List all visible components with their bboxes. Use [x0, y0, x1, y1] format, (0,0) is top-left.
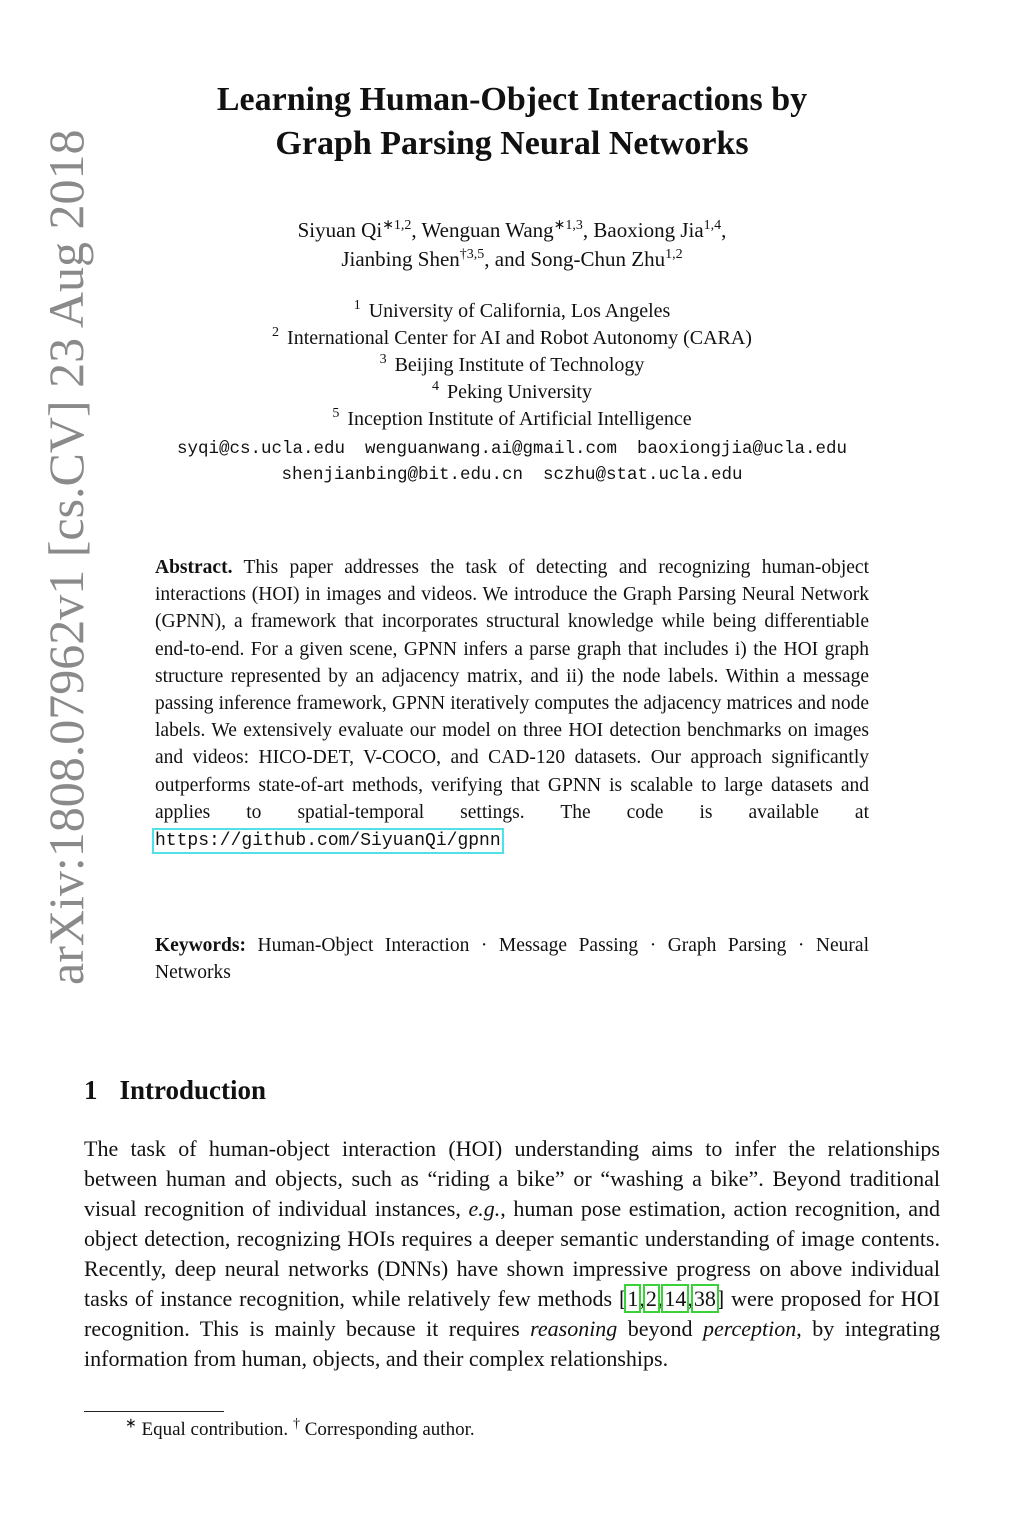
affiliation-name: Inception Institute of Artificial Intelligence	[347, 408, 692, 430]
email-address: shenjianbing@bit.edu.cn	[281, 465, 523, 485]
affiliation-name: Beijing Institute of Technology	[394, 354, 645, 376]
author-affil-mark: ∗1,2	[382, 218, 412, 233]
footnote-mark: ∗	[125, 1416, 137, 1432]
email-line-1	[80, 436, 944, 462]
intro-text: , by integrating information from human, objects, and their complex relationships.	[84, 1316, 941, 1371]
affiliation-number: 5	[332, 406, 340, 422]
arxiv-stamp	[30, 0, 102, 1000]
citation-link[interactable]: 1	[627, 1286, 639, 1311]
affiliation-name: Peking University	[447, 381, 592, 403]
affiliation	[120, 379, 904, 406]
author-affil-mark: ∗1,3	[553, 218, 583, 233]
author-list	[120, 216, 904, 274]
abstract-text: This paper addresses the task of detecting and recognizing human-object interactions (HOI) in images and videos. We introduce the Graph Parsing Neural Network (GPNN), a framework that incorporates structural knowledge while being differentiable end-to-end. For a given scene, GPNN infers a parse graph that includes i) the HOI graph structure represented by an adjacency matrix, and ii) the node labels. Within a message passing inference framework, GPNN iteratively computes the adjacency matrices and node labels. We extensively evaluate our model on three HOI detection benchmarks on images and videos: HICO-DET, V-COCO, and CAD-120 datasets. Our approach significantly outperforms state-of-art methods, verifying that GPNN is scalable to large datasets and applies to spatial-temporal settings. The code is available at	[155, 557, 869, 823]
footnote	[125, 1416, 475, 1444]
footnote-text: Corresponding author.	[299, 1419, 475, 1440]
email-address: baoxiongjia@ucla.edu	[637, 439, 848, 459]
author-name: Jianbing Shen	[341, 247, 460, 271]
email-address: sczhu@stat.ucla.edu	[543, 465, 743, 485]
intro-text: The task of human-object interaction (HOI) understanding aims to infer the relationships between human and objects, such as “riding a bike” or “washing a bike”. Beyond traditional visual recognition of individual instances,	[84, 1136, 940, 1221]
affiliation	[120, 325, 904, 352]
paper-title	[120, 78, 904, 166]
citation-link[interactable]: 2	[645, 1286, 657, 1311]
abstract-label: Abstract.	[155, 557, 233, 578]
code-link[interactable]: https://github.com/SiyuanQi/gpnn	[155, 831, 501, 852]
email-list	[80, 436, 944, 488]
affiliation-number: 4	[432, 379, 439, 395]
intro-paragraph: The task of human-object interaction (HOI) understanding aims to infer the relationships between human and objects, such as “riding a bike” or “washing a bike”. Beyond traditional visual recognition of individual instances, e.g., human pose estimation, action recognition, and object detection, recognizing HOIs requires a deeper semantic understanding of image contents. Recently, deep neural networks (DNNs) have shown impressive progress on above individual tasks of instance recognition, while relatively few methods [1,2,14,38] were proposed for HOI recognition. This is mainly because it requires reasoning beyond perception, by integrating information from human, objects, and their complex relationships.	[84, 1136, 941, 1371]
affiliation-list	[120, 298, 904, 433]
email-line-2	[80, 462, 944, 488]
author-affil-mark: 1,4	[703, 218, 722, 233]
section-number: 1	[84, 1075, 98, 1105]
keywords	[155, 932, 869, 986]
title-line-2: Graph Parsing Neural Networks	[275, 125, 749, 162]
author-name: Wenguan Wang	[421, 218, 554, 242]
section-title: Introduction	[119, 1075, 267, 1105]
citation-link[interactable]: 14	[664, 1286, 687, 1311]
title-line-1: Learning Human-Object Interactions by	[216, 81, 808, 118]
affiliation-name: International Center for AI and Robot Autonomy (CARA)	[287, 327, 752, 349]
keywords-label: Keywords:	[155, 935, 246, 956]
author-name: Baoxiong Jia	[593, 218, 704, 242]
affiliation-number: 3	[379, 352, 387, 368]
affiliation	[120, 406, 904, 433]
affiliation-name: University of California, Los Angeles	[368, 300, 671, 322]
author-name: Siyuan Qi	[297, 218, 383, 242]
intro-emphasis: reasoning	[530, 1316, 618, 1341]
intro-emphasis: perception	[703, 1316, 797, 1341]
author-name: Song-Chun Zhu	[530, 247, 666, 271]
citation-link[interactable]: 38	[693, 1286, 716, 1311]
email-address: wenguanwang.ai@gmail.com	[364, 439, 618, 459]
affiliation	[120, 352, 904, 379]
intro-text: , human pose estimation, action recognition, and object detection, recognizing HOIs requires a deeper semantic understanding of image contents. Recently, deep neural networks (DNNs) have shown impressive progress on above individual tasks of instance recognition, while relatively few methods [	[84, 1196, 940, 1311]
author-line-1: Siyuan $Qi^{∗1,2}$, Wenguan Wang$^{∗1,3}$, Baoxiong Jia$^{1,4}$,	[297, 218, 727, 242]
author-affil-mark: 1,2	[665, 247, 683, 262]
email-address: syqi@cs.ucla.edu	[176, 439, 345, 459]
intro-text: beyond	[617, 1316, 704, 1341]
footnote-rule	[84, 1411, 224, 1412]
keywords-text: Human-Object Interaction · Message Passing · Graph Parsing · Neural Networks	[155, 935, 869, 984]
affiliation	[120, 298, 904, 325]
author-line-2	[120, 245, 904, 274]
affiliation-number: 1	[353, 298, 361, 314]
author-conjunction: , and	[484, 247, 531, 271]
footnote-text: Equal contribution.	[136, 1419, 293, 1440]
arxiv-id: arXiv:1808.07962v1 [cs.CV] 23 Aug 2018	[38, 129, 94, 985]
intro-text: ] were proposed for HOI recognition. This is mainly because it requires	[84, 1286, 940, 1341]
footnote-mark: †	[292, 1416, 300, 1432]
abstract-end: .	[500, 829, 506, 851]
section-heading	[84, 1072, 266, 1108]
affiliation-number: 2	[272, 325, 280, 341]
abstract	[155, 554, 869, 855]
author-affil-mark: †3,5	[459, 247, 485, 262]
intro-emphasis: e.g.	[468, 1196, 501, 1221]
